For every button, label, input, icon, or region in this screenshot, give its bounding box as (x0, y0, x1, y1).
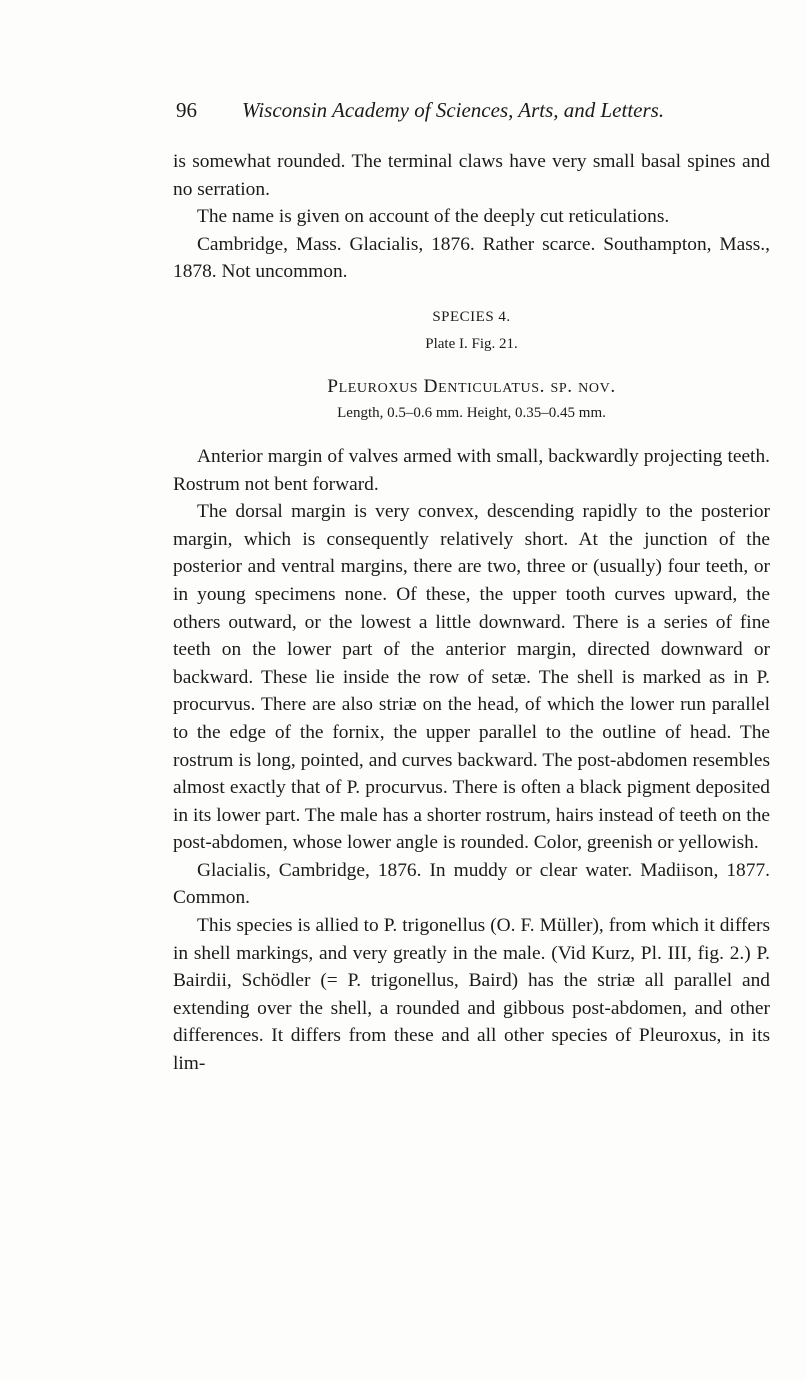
paragraph-affinities: This species is allied to P. trigonellus (O. F. Müller), from which it differs in shell markings, and very greatly in the male. (Vid Kurz, Pl. III, fig. 2.) P. Bairdii, Schödler (= P. trigonellus, Baird) has the striæ all parallel and extending over the shell, a rounded and gibbous post-abdomen, and other differences. It differs from these and all other species of Pleuroxus, in its lim- (173, 915, 770, 1075)
paragraph-description: The dorsal margin is very convex, descending rapidly to the posterior margin, which is consequently relatively short. At the junction of the posterior and ventral margins, there are two, three or (usually) four teeth, or in young specimens none. Of these, the upper tooth curves upward, the others outward, or the lowest a little downward. There is a series of fine teeth on the lower part of the anterior margin, directed downward or backward. These lie inside the row of setæ. The shell is marked as in P. procurvus. There are also striæ on the head, of which the lower run parallel to the edge of the fornix, the upper parallel to the outline of head. The rostrum is long, pointed, and curves backward. The post-abdomen resembles almost exactly that of P. procurvus. There is often a black pigment deposited in its lower part. The male has a shorter rostrum, hairs instead of teeth on the post-abdomen, whose lower angle is rounded. Color, greenish or yellowish. (173, 501, 770, 854)
page-header (176, 98, 776, 123)
species-measurements: Length, 0.5–0.6 mm. Height, 0.35–0.45 mm. (337, 404, 606, 421)
page-number: 96 (176, 98, 197, 122)
paragraph-diagnosis: Anterior margin of valves armed with small, backwardly projecting teeth. Rostrum not bent forward. (173, 445, 770, 495)
paragraph-name-origin: The name is given on account of the deeply cut reticulations. (197, 206, 670, 228)
page-body (173, 148, 770, 1078)
paragraph-localities: Cambridge, Mass. Glacialis, 1876. Rather scarce. Southampton, Mass., 1878. Not uncommon. (173, 233, 770, 283)
species-name: Pleuroxus Denticulatus. sp. nov. (327, 375, 616, 397)
species-label: SPECIES 4. (432, 308, 511, 325)
paragraph-continuation: is somewhat rounded. The terminal claws have very small basal spines and no serration. (173, 151, 770, 200)
paragraph-occurrence: Glacialis, Cambridge, 1876. In muddy or clear water. Madiison, 1877. Common. (173, 859, 770, 909)
plate-reference: Plate I. Fig. 21. (425, 335, 518, 352)
running-title: Wisconsin Academy of Sciences, Arts, and Letters. (242, 98, 665, 122)
